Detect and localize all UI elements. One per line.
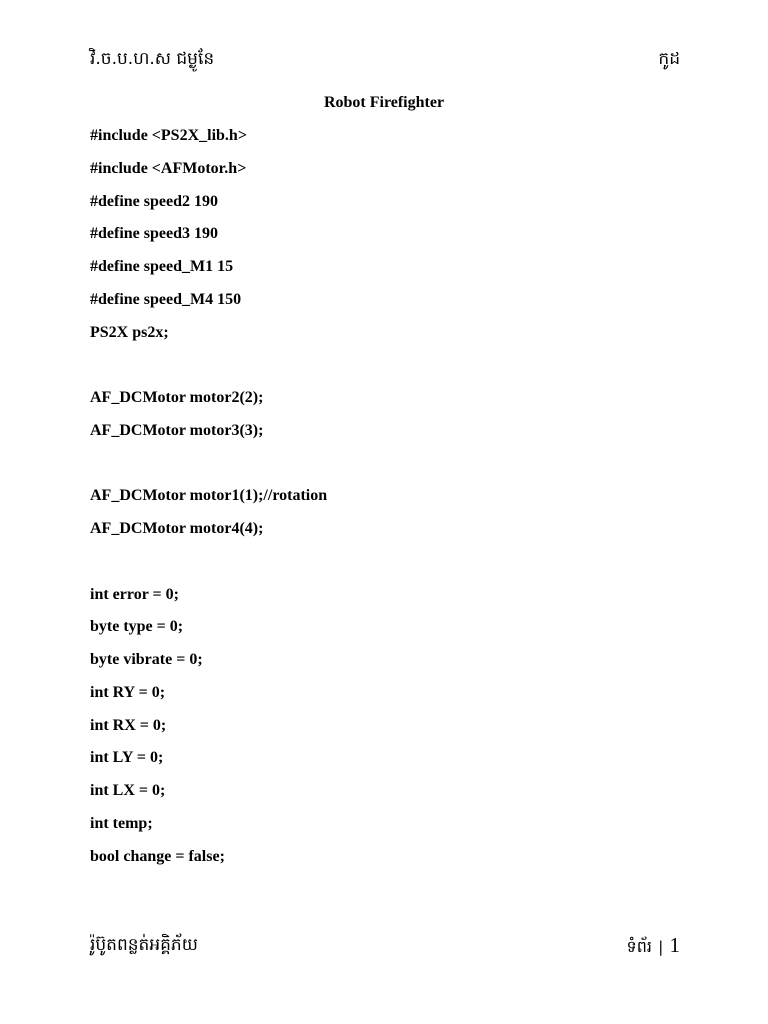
code-line: AF_DCMotor motor2(2); <box>90 389 264 406</box>
page-label: ទំព័រ <box>626 937 652 956</box>
code-line: #define speed3 190 <box>90 225 218 243</box>
page-number: 1 <box>669 933 680 957</box>
code-line: byte type = 0; <box>90 618 184 636</box>
code-line: PS2X ps2x; <box>90 323 169 341</box>
code-line: AF_DCMotor motor4(4); <box>90 520 264 537</box>
code-line <box>90 355 327 388</box>
page-separator: | <box>658 938 664 956</box>
code-line: #include <PS2X_lib.h> <box>90 127 247 144</box>
code-line: int RY = 0; <box>90 683 166 701</box>
code-line: int RX = 0; <box>90 716 167 734</box>
code-line: int temp; <box>90 814 153 832</box>
code-line <box>90 454 327 487</box>
header-left-text: វិ.ច.ប.ហ.ស ជម្ងូនែ <box>90 49 215 69</box>
header-right-text: កូដ <box>658 49 680 69</box>
code-line: int LX = 0; <box>90 782 166 799</box>
code-line <box>90 552 327 585</box>
code-line: AF_DCMotor motor3(3); <box>90 421 264 439</box>
code-line: AF_DCMotor motor1(1);//rotation <box>90 487 328 505</box>
code-block <box>90 126 327 879</box>
code-line: bool change = false; <box>90 847 225 865</box>
code-line: #include <AFMotor.h> <box>90 159 247 177</box>
page-indicator <box>627 932 680 960</box>
code-line: byte vibrate = 0; <box>90 651 203 668</box>
footer-left-text: រ៉ូប៊ូតពន្លត់អគ្គិភ័យ <box>90 935 198 955</box>
code-line: #define speed_M4 150 <box>90 290 242 308</box>
document-title: Robot Firefighter <box>323 94 445 111</box>
code-line: #define speed2 190 <box>90 192 218 210</box>
code-line: #define speed_M1 15 <box>90 258 234 275</box>
code-line: int LY = 0; <box>90 749 164 767</box>
code-line: int error = 0; <box>90 585 179 603</box>
